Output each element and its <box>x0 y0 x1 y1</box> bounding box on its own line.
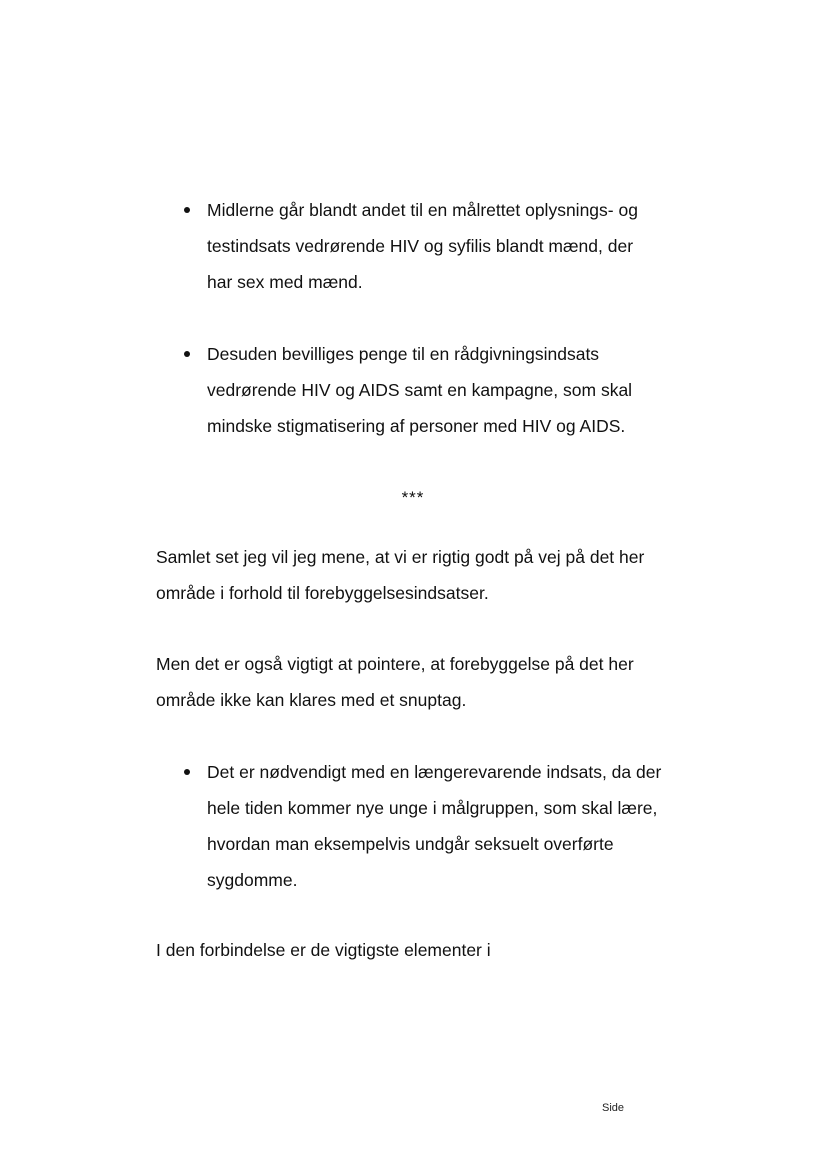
text-line: har sex med mænd. <box>207 272 363 292</box>
bullet-icon <box>184 351 190 357</box>
list-item-text <box>207 192 687 300</box>
text-line: Midlerne går blandt andet til en målrettet oplysnings- og <box>207 200 638 220</box>
text-line: Desuden bevilliges penge til en rådgivningsindsats <box>207 344 600 364</box>
text-line: hele tiden kommer nye unge i målgruppen, som skal lære, <box>207 798 658 818</box>
text-line: Samlet set jeg vil jeg mene, at vi er rigtig godt på vej på det her <box>156 547 645 567</box>
bullet-icon <box>184 769 190 775</box>
list-item-text <box>207 754 687 898</box>
text-line: område ikke kan klares med et snuptag. <box>156 690 467 710</box>
paragraph <box>156 932 696 968</box>
page-footer-label: Side <box>602 1102 625 1114</box>
text-line: område i forhold til forebyggelsesindsatser. <box>156 583 489 603</box>
list-item <box>0 336 827 446</box>
text-line: I den forbindelse er de vigtigste elementer i <box>156 940 491 960</box>
text-line: sygdomme. <box>207 870 298 890</box>
text-line: Men det er også vigtigt at pointere, at forebyggelse på det her <box>156 654 634 674</box>
text-line: hvordan man eksempelvis undgår seksuelt overførte <box>207 834 614 854</box>
list-item-text <box>207 336 687 444</box>
paragraph <box>156 539 696 611</box>
text-line: testindsats vedrørende HIV og syfilis blandt mænd, der <box>207 236 634 256</box>
paragraph <box>156 646 696 718</box>
text-line: mindske stigmatisering af personer med HIV og AIDS. <box>207 416 626 436</box>
list-item <box>0 754 827 900</box>
text-line: vedrørende HIV og AIDS samt en kampagne, som skal <box>207 380 633 400</box>
bullet-icon <box>184 207 190 213</box>
list-item <box>0 192 827 302</box>
section-separator: *** <box>401 488 425 507</box>
text-line: Det er nødvendigt med en længerevarende indsats, da der <box>207 762 662 782</box>
